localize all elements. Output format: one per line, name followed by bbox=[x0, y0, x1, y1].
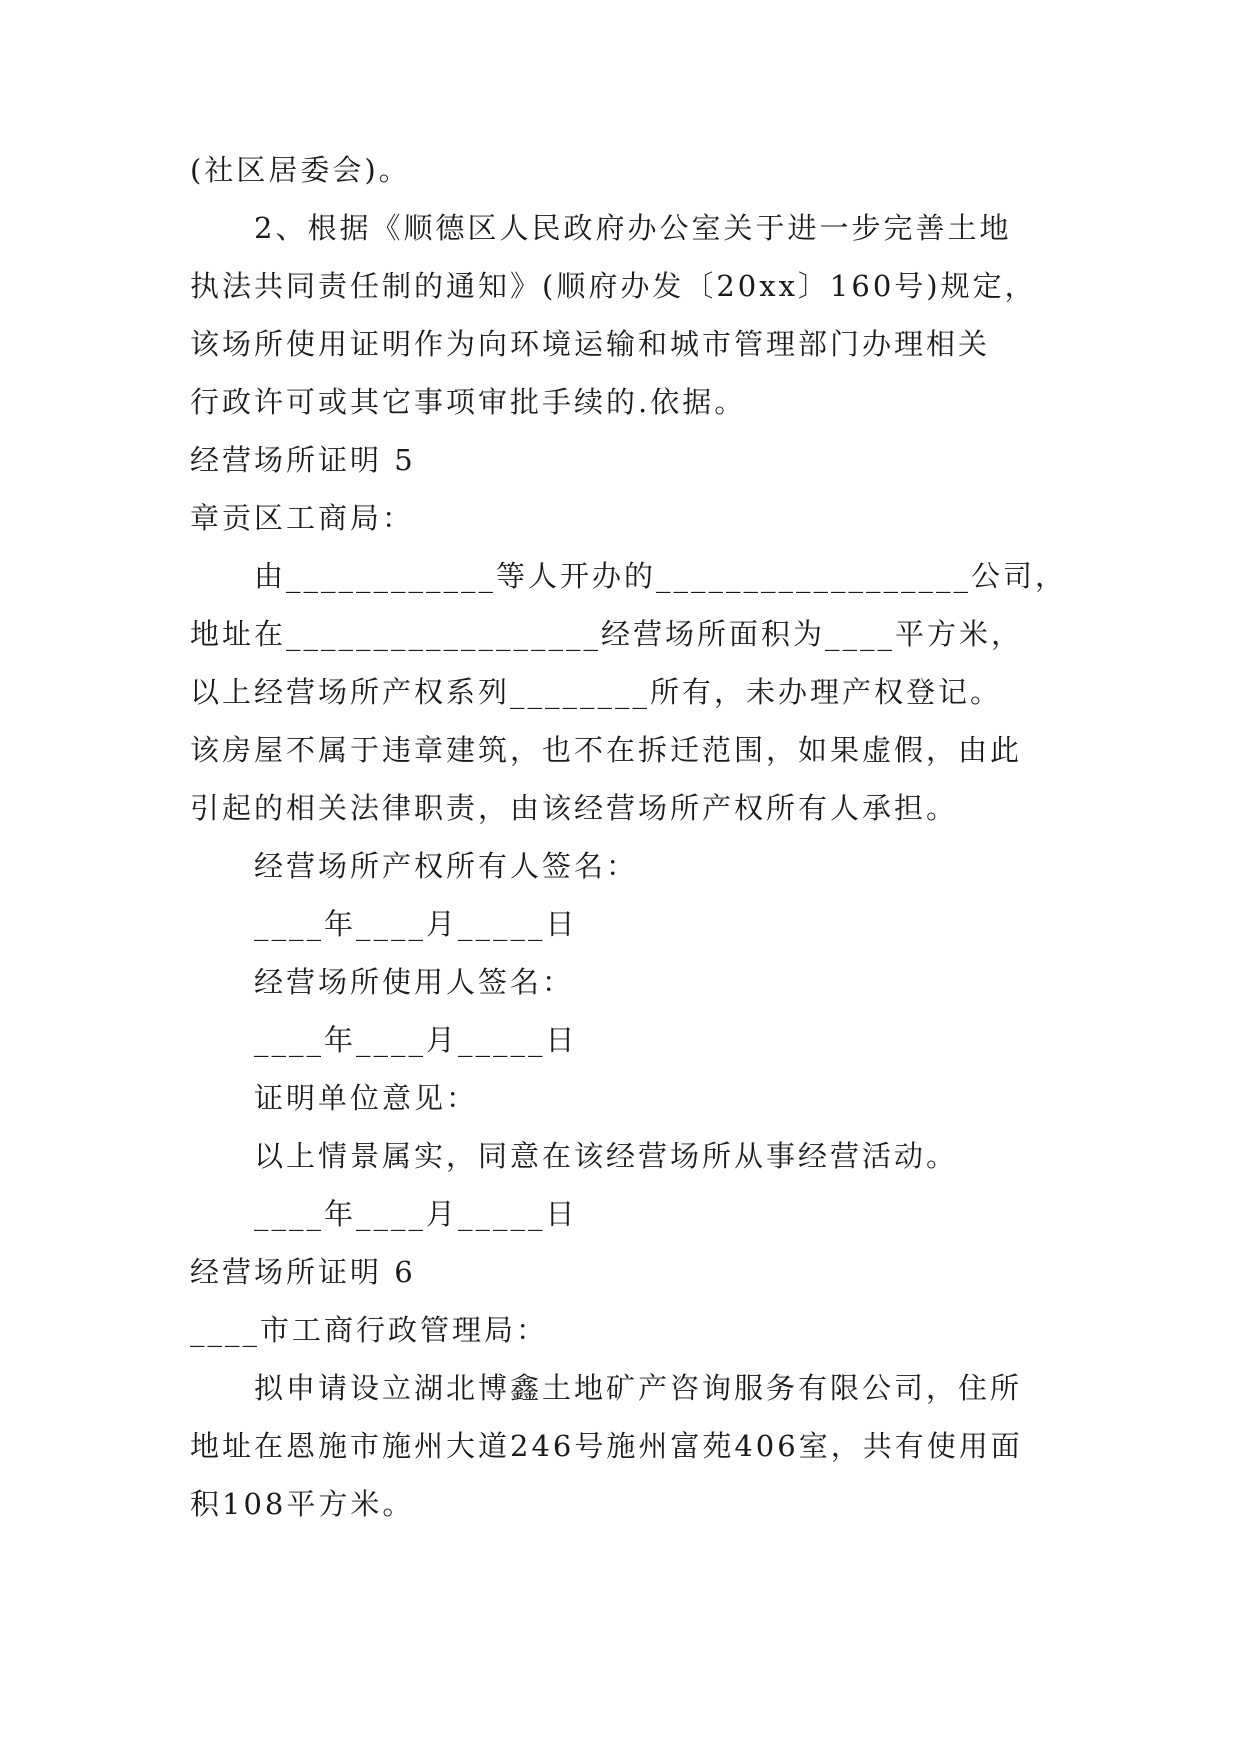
paragraph-line: 行政许可或其它事项审批手续的.依据。 bbox=[190, 385, 747, 419]
paragraph-line: 引起的相关法律职责，由该经营场所产权所有人承担。 bbox=[190, 791, 959, 825]
signature-label: 经营场所使用人签名： bbox=[254, 965, 575, 999]
paragraph-line: 地址在__________________经营场所面积为____平方米， bbox=[190, 617, 1024, 651]
paragraph-line: 以上经营场所产权系列________所有，未办理产权登记。 bbox=[190, 675, 1003, 709]
paragraph-line: 执法共同责任制的通知》(顺府办发〔20xx〕160号)规定， bbox=[190, 269, 1037, 303]
section-heading: 经营场所证明 5 bbox=[190, 443, 416, 477]
paragraph-line: 积108平方米。 bbox=[190, 1487, 415, 1521]
signature-label: 经营场所产权所有人签名： bbox=[254, 849, 639, 883]
paragraph-line: 以上情景属实，同意在该经营场所从事经营活动。 bbox=[254, 1139, 959, 1173]
paragraph-line: (社区居委会)。 bbox=[190, 153, 411, 187]
addressee-line: 章贡区工商局： bbox=[190, 501, 415, 535]
opinion-label: 证明单位意见： bbox=[254, 1081, 479, 1115]
date-line: ____年____月_____日 bbox=[254, 907, 578, 941]
date-line: ____年____月_____日 bbox=[254, 1023, 578, 1057]
addressee-line: ____市工商行政管理局： bbox=[190, 1313, 549, 1347]
date-line: ____年____月_____日 bbox=[254, 1197, 578, 1231]
paragraph-line: 由____________等人开办的__________________公司， bbox=[254, 559, 1068, 593]
paragraph-line: 拟申请设立湖北博鑫土地矿产咨询服务有限公司，住所 bbox=[254, 1371, 1023, 1405]
section-heading: 经营场所证明 6 bbox=[190, 1255, 416, 1289]
paragraph-line: 2、根据《顺德区人民政府办公室关于进一步完善土地 bbox=[254, 211, 1012, 245]
paragraph-line: 地址在恩施市施州大道246号施州富苑406室，共有使用面 bbox=[190, 1429, 1023, 1463]
paragraph-line: 该场所使用证明作为向环境运输和城市管理部门办理相关 bbox=[190, 327, 991, 361]
paragraph-line: 该房屋不属于违章建筑，也不在拆迁范围，如果虚假，由此 bbox=[190, 733, 1023, 767]
